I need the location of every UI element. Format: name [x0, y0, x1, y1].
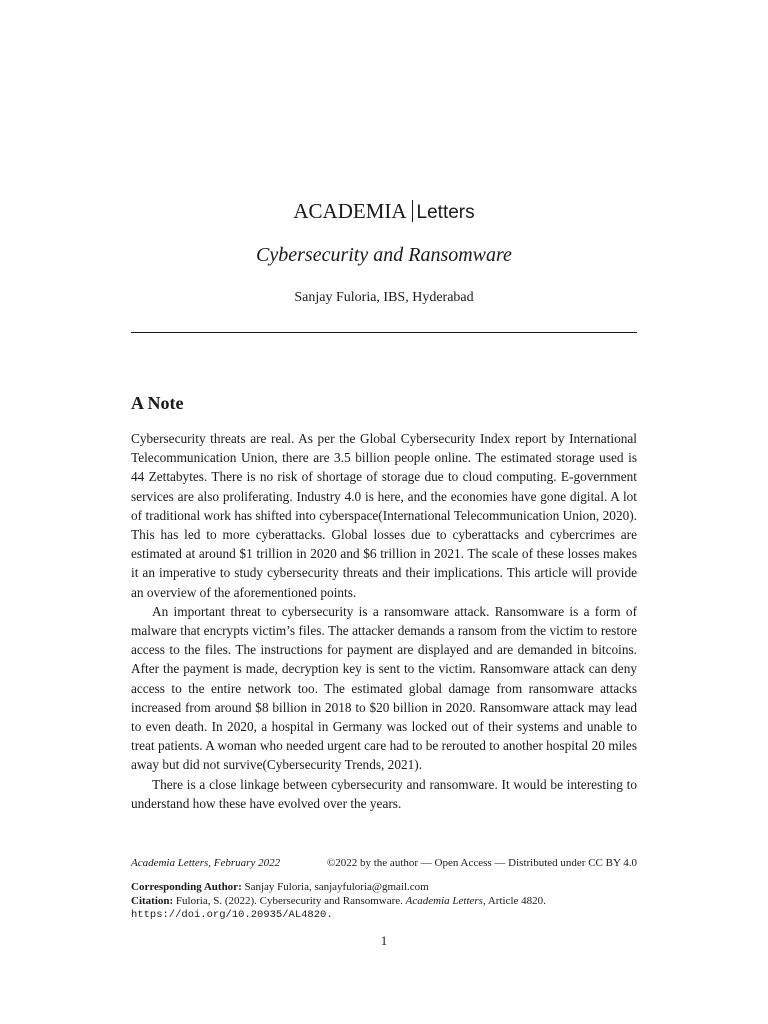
citation-label: Citation:: [131, 894, 174, 907]
section-heading: A Note: [131, 393, 184, 413]
corresponding-author: [131, 881, 637, 895]
corresponding-author-label: Corresponding Author:: [131, 881, 242, 893]
journal-section: Letters: [416, 202, 475, 223]
citation: [131, 895, 637, 909]
body-paragraph-2: An important threat to cybersecurity is a ransomware attack. Ransomware is a form of malware that encrypts victim’s files. The attacker demands a ransom from the victim to restore access to the files. The instructions for payment are displayed and are demanded in bitcoins. After the payment is made, decryption key is sent to the victim. Ransomware attack can deny access to the entire network too. The estimated global damage from ransomware attacks increased from around $8 billion in 2018 to $20 billion in 2020. Ransomware attack may lead to even death. In 2020, a hospital in Germany was locked out of their systems and unable to treat patients. A woman who needed urgent care had to be rerouted to another hospital 20 miles away but did not survive(Cybersecurity Trends, 2021).: [131, 603, 637, 773]
article-title: Cybersecurity and Ransomware: [256, 244, 512, 266]
header-rule: [131, 332, 637, 333]
body-paragraph-1: Cybersecurity threats are real. As per the Global Cybersecurity Index report by International Telecommunication Union, there are 3.5 billion people online. The estimated storage used is 44 Zettabytes. There is no risk of shortage of storage due to cloud computing. E-government services are also proliferating. Industry 4.0 is here, and the economies have gone digital. A lot of traditional work has shifted into cyberspace(International Telecommunication Union, 2020). This has led to more cyberattacks. Global losses due to cyberattacks and cybercrimes are estimated at around $1 trillion in 2020 and $6 trillion in 2021. The scale of these losses makes it an imperative to study cybersecurity threats and their implications. This article will provide an overview of the aforementioned points.: [131, 431, 637, 600]
article-metadata: [131, 881, 637, 923]
header-separator: [412, 200, 413, 222]
doi-line: [131, 908, 637, 923]
body-paragraph-3: There is a close linkage between cybersecurity and ransomware. It would be interesting to understand how these have evolved over the years.: [131, 776, 637, 811]
license-notice: ©2022 by the author — Open Access — Distributed under CC BY 4.0: [326, 857, 637, 869]
journal-brand: ACADEMIA: [293, 199, 407, 223]
citation-journal: Academia Letters: [405, 894, 483, 907]
citation-suffix: , Article 4820.: [482, 894, 546, 907]
article-author: Sanjay Fuloria, IBS, Hyderabad: [294, 290, 474, 305]
journal-header: [0, 197, 768, 227]
page-number: 1: [380, 933, 388, 948]
corresponding-author-value: Sanjay Fuloria, sanjayfuloria@gmail.com: [244, 881, 429, 893]
doi-link[interactable]: https://doi.org/10.20935/AL4820.: [131, 909, 333, 921]
citation-prefix: Fuloria, S. (2022). Cybersecurity and Ransomware.: [175, 894, 403, 907]
publication-date: Academia Letters, February 2022: [131, 857, 281, 869]
article-body: [131, 429, 637, 813]
